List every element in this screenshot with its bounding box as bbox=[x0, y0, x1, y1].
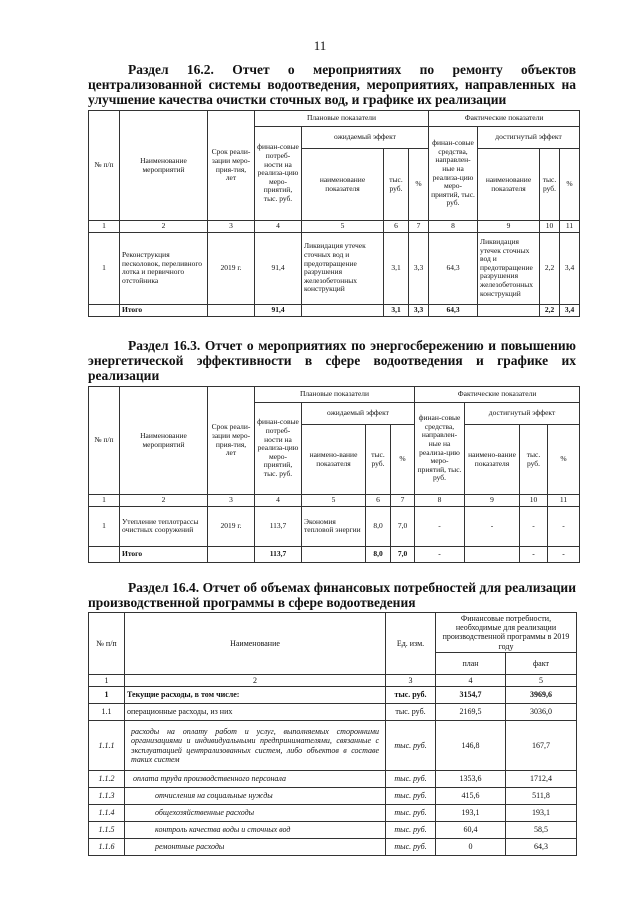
row-name: расходы на оплату работ и услуг, выполняемых сторонними организациями и индивидуальными предпринимателями, связанные с эксплуатацией централизованных систем, либо объектов в составе таких систем bbox=[125, 721, 386, 771]
total-ach-ths: - bbox=[520, 546, 548, 562]
col-header-num: № п/п bbox=[89, 111, 120, 221]
row-num: 1.1 bbox=[89, 704, 125, 721]
table-row bbox=[89, 771, 577, 788]
col-header-ach-ths: тыс. руб. bbox=[520, 425, 548, 495]
column-number-row bbox=[89, 221, 580, 233]
total-exp-pct: 3,3 bbox=[409, 304, 429, 316]
row-num: 1.1.6 bbox=[89, 839, 125, 856]
row-exp-ths: 8,0 bbox=[366, 506, 391, 546]
col-header-unit: Ед. изм. bbox=[386, 613, 436, 675]
row-num: 1.1.5 bbox=[89, 822, 125, 839]
col-header-ach-ths: тыс. руб. bbox=[540, 149, 560, 221]
col-header-exp-indicator: наименование показателя bbox=[302, 149, 384, 221]
row-fact: 3969,6 bbox=[506, 687, 577, 704]
row-name: общехозяйственные расходы bbox=[125, 805, 386, 822]
row-fin-plan: 113,7 bbox=[255, 506, 302, 546]
table-row bbox=[89, 232, 580, 304]
row-fact: 511,8 bbox=[506, 788, 577, 805]
table-row bbox=[89, 704, 577, 721]
col-header-fin-fact: финан-совые средства, направлен-ные на реализа-цию меро-приятий, тыс. руб. bbox=[415, 403, 465, 495]
group-header-planned: Плановые показатели bbox=[255, 111, 429, 127]
row-fact: 3036,0 bbox=[506, 704, 577, 721]
row-num: 1.1.1 bbox=[89, 721, 125, 771]
row-fin-fact: - bbox=[415, 506, 465, 546]
section-16-3-title: Раздел 16.3. Отчет о мероприятиях по энергосбережению и повышению энергетической эффективности в сфере водоотведения и графике их реализации bbox=[88, 338, 576, 383]
row-name: отчисления на социальные нужды bbox=[125, 788, 386, 805]
row-fact: 193,1 bbox=[506, 805, 577, 822]
row-unit: тыс. руб. bbox=[386, 788, 436, 805]
col-header-exp-ths: тыс. руб. bbox=[366, 425, 391, 495]
column-number-row bbox=[89, 674, 577, 686]
total-fin-plan: 91,4 bbox=[255, 304, 302, 316]
row-plan: 146,8 bbox=[436, 721, 506, 771]
row-unit: тыс. руб. bbox=[386, 822, 436, 839]
column-number: 2 bbox=[120, 495, 208, 507]
column-number: 6 bbox=[384, 221, 409, 233]
column-number: 3 bbox=[208, 221, 255, 233]
row-exp-ths: 3,1 bbox=[384, 232, 409, 304]
row-ach-pct: - bbox=[548, 506, 580, 546]
group-header-expected: ожидаемый эффект bbox=[302, 127, 429, 149]
section-16-2-title: Раздел 16.2. Отчет о мероприятиях по ремонту объектов централизованной системы водоотведения, мероприятиях, направленных на улучшение качества очистки сточных вод, и графике их реализации bbox=[88, 62, 576, 107]
total-exp-ths: 8,0 bbox=[366, 546, 391, 562]
row-name: Реконструкция песколовок, переливного лотка и первичного отстойника bbox=[120, 232, 208, 304]
column-number: 2 bbox=[120, 221, 208, 233]
col-header-fin-plan: финан-совые потреб-ности на реализа-цию меро-приятий, тыс. руб. bbox=[255, 403, 302, 495]
column-number: 1 bbox=[89, 674, 125, 686]
group-header-actual: Фактические показатели bbox=[429, 111, 580, 127]
row-num: 1 bbox=[89, 506, 120, 546]
col-header-term: Срок реали-зации меро-прия-тия, лет bbox=[208, 111, 255, 221]
row-plan: 60,4 bbox=[436, 822, 506, 839]
col-header-fin-fact: финан-совые средства, направлен-ные на реализа-цию меро-приятий, тыс. руб. bbox=[429, 127, 478, 221]
col-header-num: № п/п bbox=[89, 613, 125, 675]
row-ach-ths: 2,2 bbox=[540, 232, 560, 304]
row-unit: тыс. руб. bbox=[386, 839, 436, 856]
total-exp-pct: 7,0 bbox=[391, 546, 415, 562]
section-16-2-table bbox=[88, 110, 580, 317]
column-number: 7 bbox=[409, 221, 429, 233]
row-name: ремонтные расходы bbox=[125, 839, 386, 856]
row-name: Текущие расходы, в том числе: bbox=[125, 687, 386, 704]
col-header-plan: план bbox=[436, 652, 506, 674]
row-fin-fact: 64,3 bbox=[429, 232, 478, 304]
section-16-4-table bbox=[88, 612, 577, 856]
column-number: 5 bbox=[302, 221, 384, 233]
row-term: 2019 г. bbox=[208, 506, 255, 546]
row-exp-pct: 3,3 bbox=[409, 232, 429, 304]
column-number: 11 bbox=[560, 221, 580, 233]
group-header-planned: Плановые показатели bbox=[255, 387, 415, 403]
column-number: 8 bbox=[415, 495, 465, 507]
table-row bbox=[89, 506, 580, 546]
row-exp-indicator: Ликвидация утечек сточных вод и предотвращение разрушения железобетонных конструкций bbox=[302, 232, 384, 304]
row-num: 1.1.4 bbox=[89, 805, 125, 822]
page-number: 11 bbox=[313, 38, 327, 53]
row-ach-indicator: - bbox=[465, 506, 520, 546]
column-number: 10 bbox=[520, 495, 548, 507]
section-16-4-title: Раздел 16.4. Отчет об объемах финансовых потребностей для реализации производственной программы в сфере водоотведения bbox=[88, 580, 576, 610]
table-row bbox=[89, 721, 577, 771]
group-header-expected: ожидаемый эффект bbox=[302, 403, 415, 425]
total-ach-pct: - bbox=[548, 546, 580, 562]
row-plan: 415,6 bbox=[436, 788, 506, 805]
row-plan: 0 bbox=[436, 839, 506, 856]
row-ach-pct: 3,4 bbox=[560, 232, 580, 304]
col-header-ach-pct: % bbox=[548, 425, 580, 495]
total-row bbox=[89, 546, 580, 562]
row-ach-indicator: Ликвидация утечек сточных вод и предотвращение разрушения железобетонных конструкций bbox=[478, 232, 540, 304]
column-number: 1 bbox=[89, 221, 120, 233]
column-number: 7 bbox=[391, 495, 415, 507]
col-header-fin-plan: финан-совые потреб-ности на реализа-цию меро-приятий, тыс. руб. bbox=[255, 127, 302, 221]
col-header-fact: факт bbox=[506, 652, 577, 674]
row-plan: 3154,7 bbox=[436, 687, 506, 704]
section-16-3-table bbox=[88, 386, 580, 563]
column-number: 5 bbox=[302, 495, 366, 507]
row-unit: тыс. руб. bbox=[386, 704, 436, 721]
column-number: 5 bbox=[506, 674, 577, 686]
row-fact: 64,3 bbox=[506, 839, 577, 856]
column-number: 8 bbox=[429, 221, 478, 233]
group-header-achieved: достигнутый эффект bbox=[465, 403, 580, 425]
row-name: оплата труда производственного персонала bbox=[125, 771, 386, 788]
column-number: 9 bbox=[465, 495, 520, 507]
column-number: 6 bbox=[366, 495, 391, 507]
group-header-fin-needs: Финансовые потребности, необходимые для реализации производственной программы в 2019 году bbox=[436, 613, 577, 653]
table-row bbox=[89, 687, 577, 704]
column-number: 9 bbox=[478, 221, 540, 233]
row-name: операционные расходы, из них bbox=[125, 704, 386, 721]
row-fin-plan: 91,4 bbox=[255, 232, 302, 304]
col-header-name: Наименование мероприятий bbox=[120, 387, 208, 495]
total-ach-ths: 2,2 bbox=[540, 304, 560, 316]
total-fin-fact: - bbox=[415, 546, 465, 562]
column-number-row bbox=[89, 495, 580, 507]
row-plan: 193,1 bbox=[436, 805, 506, 822]
total-label: Итого bbox=[120, 546, 208, 562]
column-number: 2 bbox=[125, 674, 386, 686]
group-header-actual: Фактические показатели bbox=[415, 387, 580, 403]
row-num: 1.1.2 bbox=[89, 771, 125, 788]
row-term: 2019 г. bbox=[208, 232, 255, 304]
total-ach-pct: 3,4 bbox=[560, 304, 580, 316]
column-number: 10 bbox=[540, 221, 560, 233]
row-unit: тыс. руб. bbox=[386, 721, 436, 771]
col-header-ach-indicator: наименование показателя bbox=[478, 149, 540, 221]
col-header-ach-indicator: наимено-вание показателя bbox=[465, 425, 520, 495]
column-number: 4 bbox=[436, 674, 506, 686]
total-fin-plan: 113,7 bbox=[255, 546, 302, 562]
row-num: 1 bbox=[89, 687, 125, 704]
row-num: 1 bbox=[89, 232, 120, 304]
group-header-achieved: достигнутый эффект bbox=[478, 127, 580, 149]
row-unit: тыс. руб. bbox=[386, 771, 436, 788]
column-number: 4 bbox=[255, 495, 302, 507]
column-number: 3 bbox=[208, 495, 255, 507]
total-exp-ths: 3,1 bbox=[384, 304, 409, 316]
row-exp-indicator: Экономия тепловой энергии bbox=[302, 506, 366, 546]
row-unit: тыс. руб. bbox=[386, 687, 436, 704]
col-header-name: Наименование bbox=[125, 613, 386, 675]
row-unit: тыс. руб. bbox=[386, 805, 436, 822]
col-header-name: Наименование мероприятий bbox=[120, 111, 208, 221]
table-row bbox=[89, 788, 577, 805]
row-name: Утепление теплотрассы очистных сооружений bbox=[120, 506, 208, 546]
table-row bbox=[89, 839, 577, 856]
row-ach-ths: - bbox=[520, 506, 548, 546]
col-header-exp-ths: тыс. руб. bbox=[384, 149, 409, 221]
col-header-exp-pct: % bbox=[391, 425, 415, 495]
table-row bbox=[89, 822, 577, 839]
row-exp-pct: 7,0 bbox=[391, 506, 415, 546]
row-plan: 2169,5 bbox=[436, 704, 506, 721]
col-header-exp-pct: % bbox=[409, 149, 429, 221]
row-fact: 167,7 bbox=[506, 721, 577, 771]
total-fin-fact: 64,3 bbox=[429, 304, 478, 316]
total-label: Итого bbox=[120, 304, 208, 316]
row-fact: 58,5 bbox=[506, 822, 577, 839]
row-plan: 1353,6 bbox=[436, 771, 506, 788]
row-name: контроль качества воды и сточных вод bbox=[125, 822, 386, 839]
total-row bbox=[89, 304, 580, 316]
col-header-ach-pct: % bbox=[560, 149, 580, 221]
row-num: 1.1.3 bbox=[89, 788, 125, 805]
table-row bbox=[89, 805, 577, 822]
col-header-exp-indicator: наимено-вание показателя bbox=[302, 425, 366, 495]
col-header-term: Срок реали-зации меро-прия-тия, лет bbox=[208, 387, 255, 495]
row-fact: 1712,4 bbox=[506, 771, 577, 788]
column-number: 1 bbox=[89, 495, 120, 507]
col-header-num: № п/п bbox=[89, 387, 120, 495]
column-number: 3 bbox=[386, 674, 436, 686]
column-number: 11 bbox=[548, 495, 580, 507]
column-number: 4 bbox=[255, 221, 302, 233]
